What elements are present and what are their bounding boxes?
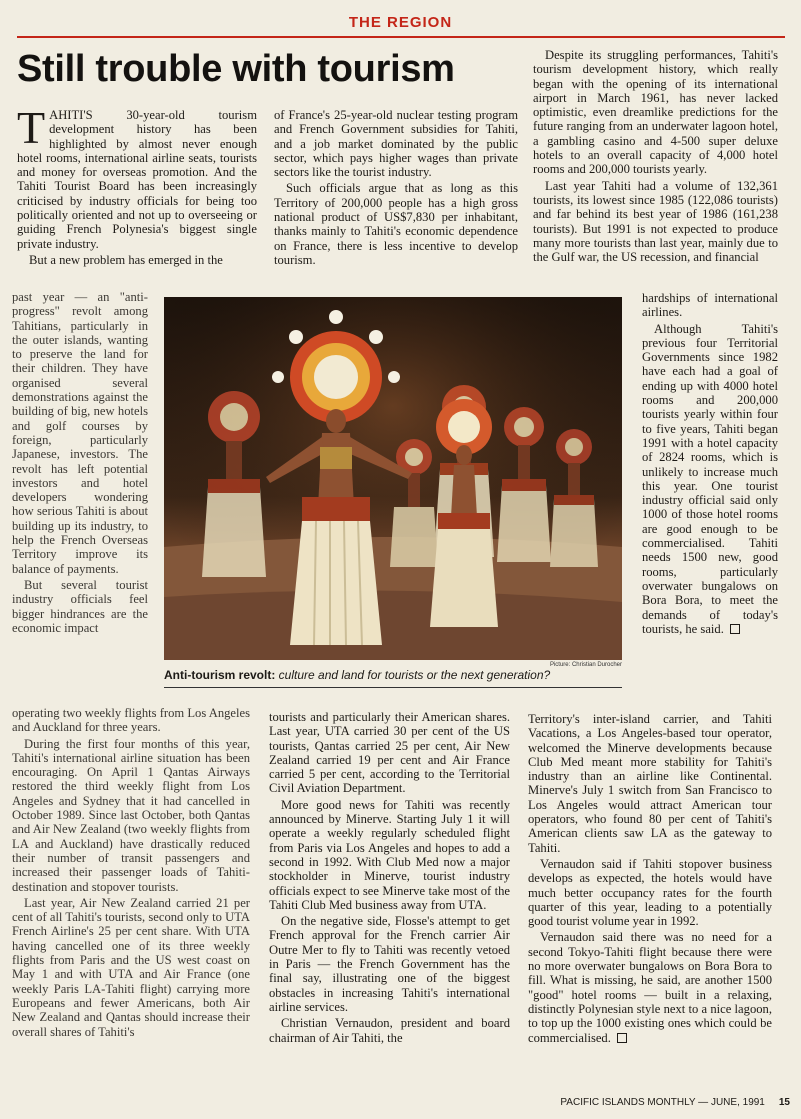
wrap-column-left xyxy=(12,290,148,637)
paragraph: But a new problem has emerged in the xyxy=(29,252,223,267)
publication-line: PACIFIC ISLANDS MONTHLY — JUNE, 1991 xyxy=(560,1097,765,1108)
section-label: THE REGION xyxy=(348,14,453,31)
paragraph: Last year, Air New Zealand carried 21 per cent of all Tahiti's tourists, second only to UTA French Airline's 25 per cent share. With UTA having cancelled one of its three weekly flights from Paris and the US west coast on May 1 and with UTA and Air France (one weekly Paris LA-Tahiti flight) carrying more Europeans and fewer Americans, both Air New Zealand and Qantas should increase their overall shares of Tahiti's xyxy=(12,895,250,1039)
bottom-column-2 xyxy=(269,710,510,1047)
wrap-column-right xyxy=(642,291,778,638)
paragraph: tourists and particularly their American shares. Last year, UTA carried 30 per cent of the US tourists, Qantas carried 25 per cent, Air New Zealand carried 19 per cent and Air France carried 5 per cent, according to the Territorial Civil Aviation Department. xyxy=(269,710,510,796)
caption-bold: Anti-tourism revolt: xyxy=(164,668,276,682)
paragraph: Last year Tahiti had a volume of 132,361 tourists, its lowest since 1985 (122,086 tourists) and far behind its best year of 1986 (161,238 tourists). But 1991 is not expected to produce many more tourists than last year, mainly due to the Gulf war, the US recession, and financial xyxy=(533,178,778,265)
photo-caption xyxy=(164,668,634,682)
photo-credit: Picture: Christian Durocher xyxy=(549,662,622,668)
article-column-1 xyxy=(17,102,257,269)
end-mark-icon xyxy=(617,1033,627,1043)
paragraph xyxy=(642,322,778,637)
headline: Still trouble with tourism xyxy=(17,48,455,90)
paragraph-text: Vernaudon said there was no need for a second Tokyo-Tahiti flight because there were no more overwater bungalows on Bora Bora to fill. What is missing, he said, are another 1500 "good" hotel rooms — built in a relaxing, distinctly Polynesian style next to a nice lagoon, to top up the 1000 existing ones which could be commercialised. xyxy=(528,930,772,1045)
paragraph: Despite its struggling performances, Tahiti's tourism development history, which really began with the opening of its international airport in March 1961, has never lacked optimistic, even dreamlike predictions for the future ranging from an underwater lagoon hotel, a gambling casino and 4-500 super deluxe hotels to an overall capacity of 4,000 hotel rooms and 200,000 tourists yearly. xyxy=(533,48,778,177)
paragraph: Territory's inter-island carrier, and Tahiti Vacations, a Los Angeles-based tour operator, welcomed the Minerve developments because Club Med meant more stability for Tahiti's industry than an airline like Continental. Minerve's July 1 switch from San Francisco to Los Angeles would attract American tour operators, who found 80 per cent of Tahiti's American clients saw LA as the gateway to Tahiti. xyxy=(528,712,772,855)
paragraph: More good news for Tahiti was recently announced by Minerve. Starting July 1 it will operate a weekly regularly scheduled flight from Paris via Los Angeles and hopes to add a second in 1992. With Club Med now a major stockholder in Minerve, tourist industry officials expect to see Minerve take most of the Tahiti Club Med business away from UTA. xyxy=(269,797,510,912)
article-column-3 xyxy=(533,48,778,266)
paragraph: past year — an "anti-progress" revolt among Tahitians, particularly in the outer islands, wanting to preserve the land for their children. They have organised several demonstrations against the building of big, new hotels and golf courses by foreign, particularly Japanese, investors. The revolt has left potential investors and hotel developers wondering how serious Tahiti is about building up its industry, to help the French Overseas Territory improve its balance of payments. xyxy=(12,290,148,576)
dancers-photo xyxy=(164,297,622,660)
section-rule xyxy=(17,36,785,38)
lead-caps: AHITI'S xyxy=(49,108,93,122)
paragraph: On the negative side, Flosse's attempt to get French approval for the French carrier Air Outre Mer to fly to Tahiti was recently vetoed in Paris — the French Government has the final say, illustrating one of the biggest obstacles in increasing Tahiti's international airline services. xyxy=(269,914,510,1014)
paragraph: Such officials argue that as long as this Territory of 200,000 people has a high gross national product of US$7,830 per inhabitant, thanks mainly to Tahiti's economic dependence on France, there is less incentive to develop tourism. xyxy=(274,181,518,267)
paragraph: But several tourist industry officials feel bigger hindrances are the economic impact xyxy=(12,577,148,635)
bottom-column-3 xyxy=(528,712,772,1047)
dancers-illustration xyxy=(164,297,622,660)
paragraph: of France's 25-year-old nuclear testing program and French Government subsidies for Tahiti, and a job market dominated by the public sector, which pays higher wages than private sectors like the tourist industry. xyxy=(274,108,518,180)
paragraph: operating two weekly flights from Los Angeles and Auckland for three years. xyxy=(12,706,250,735)
paragraph-text: Although Tahiti's previous four Territorial Governments since 1982 have each had a goal of ending up with 4000 hotel rooms and 200,000 tourists yearly within four to five years, Tahiti began 1991 with a hotel capacity of 2824 rooms, which is unlikely to increase much this year. One tourist industry official said only 1000 of those hotel rooms are good enough to be commercialised. Tahiti needs 1500 new, good rooms, particularly overwater bungalows on Bora Bora, to meet the demands of today's tourists, he said. xyxy=(642,321,778,636)
article-column-2 xyxy=(274,108,518,269)
end-mark-icon xyxy=(730,624,740,634)
lead-text: 30-year-old tourism development history has been highlighted by almost never enough hotel rooms, international airline seats, tourists and money for overseas promotion. And the Tahiti Tourist Board has been increasingly criticised by industry officials for being too politically oriented and not up to overseeing or guiding French Polynesia's biggest single private industry. xyxy=(17,108,257,251)
page-footer xyxy=(520,1097,790,1108)
caption-italic: culture and land for tourists or the next generation? xyxy=(275,668,551,682)
paragraph: hardships of international airlines. xyxy=(642,291,778,320)
paragraph xyxy=(528,930,772,1044)
paragraph: Vernaudon said if Tahiti stopover business develops as expected, the hotels would have much better occupancy rates for the fourth quarter of this year, leading to a potentially good tourist volume year in 1992. xyxy=(528,856,772,929)
caption-rule xyxy=(164,687,622,688)
lead-paragraph xyxy=(17,102,257,251)
paragraph: Christian Vernaudon, president and board chairman of Air Tahiti, the xyxy=(269,1016,510,1045)
drop-cap: T xyxy=(17,102,46,153)
page-number: 15 xyxy=(778,1097,790,1108)
bottom-column-1 xyxy=(12,706,250,1041)
paragraph: During the first four months of this year, Tahiti's international airline situation has been encouraging. On April 1 Qantas Airways restored the third weekly flight from Los Angeles and Sydney that it had cancelled in October 1989. Since last October, both Qantas and Air New Zealand (two weekly flights from LA and Auckland) have drastically reduced their number of transit passengers and increased their passenger loads of Tahiti-destination and stopover tourists. xyxy=(12,736,250,894)
